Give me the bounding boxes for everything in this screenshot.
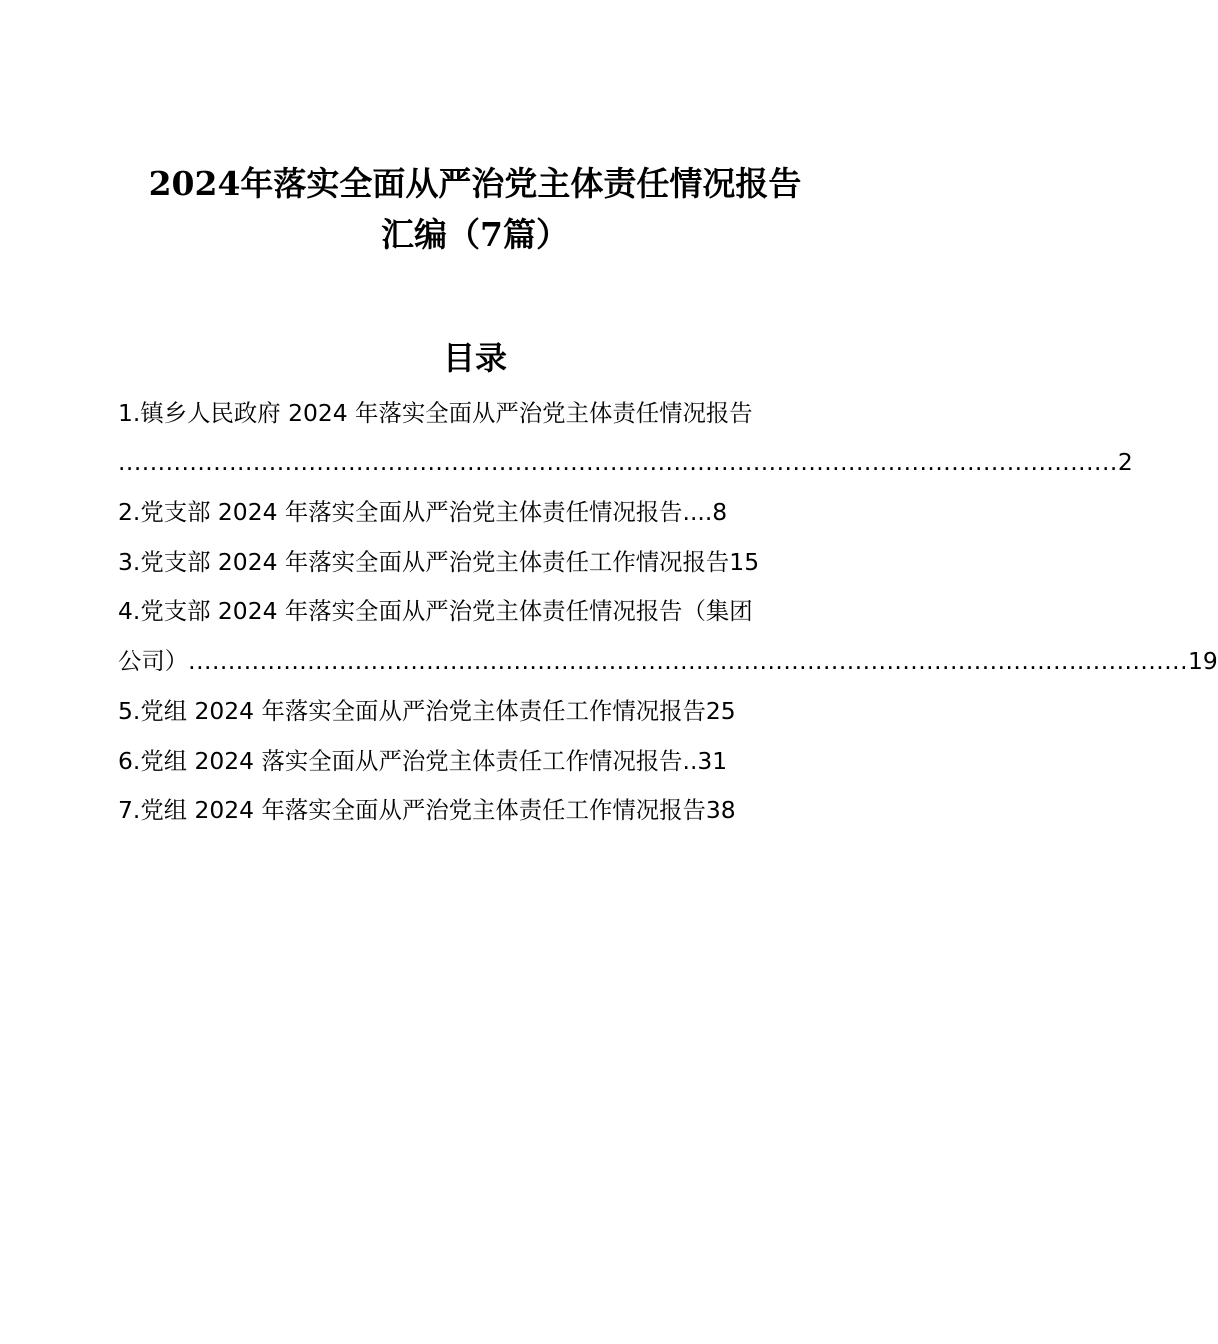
toc-entry-4-continuation[interactable] bbox=[118, 642, 1218, 680]
toc-entry-5[interactable]: 5.党组 2024 年落实全面从严治党主体责任工作情况报告25 bbox=[118, 697, 736, 725]
toc-dot-leader: .............................................................................................................................. bbox=[118, 448, 1118, 476]
toc-page-number: 2 bbox=[1117, 448, 1133, 476]
document-title-line-2: 汇编（7篇） bbox=[381, 215, 569, 254]
toc-entry-7[interactable]: 7.党组 2024 年落实全面从严治党主体责任工作情况报告38 bbox=[118, 796, 736, 824]
toc-dot-leader: .............................................................................................................................. bbox=[188, 647, 1189, 675]
toc-entry-6[interactable]: 6.党组 2024 落实全面从严治党主体责任工作情况报告..31 bbox=[118, 747, 728, 775]
toc-page-number: 19 bbox=[1188, 647, 1218, 675]
toc-entry-1[interactable]: 1.镇乡人民政府 2024 年落实全面从严治党主体责任情况报告 bbox=[118, 399, 753, 427]
toc-entry-text: 公司） bbox=[118, 647, 189, 675]
toc-entry-3[interactable]: 3.党支部 2024 年落实全面从严治党主体责任工作情况报告15 bbox=[118, 548, 760, 576]
toc-entry-1-continuation[interactable] bbox=[118, 443, 1133, 481]
toc-heading: 目录 bbox=[442, 339, 507, 377]
toc-entry-2[interactable]: 2.党支部 2024 年落实全面从严治党主体责任情况报告....8 bbox=[118, 498, 728, 526]
document-title-line-1: 2024年落实全面从严治党主体责任情况报告 bbox=[148, 164, 802, 203]
toc-entry-4[interactable]: 4.党支部 2024 年落实全面从严治党主体责任情况报告（集团 bbox=[118, 597, 753, 625]
